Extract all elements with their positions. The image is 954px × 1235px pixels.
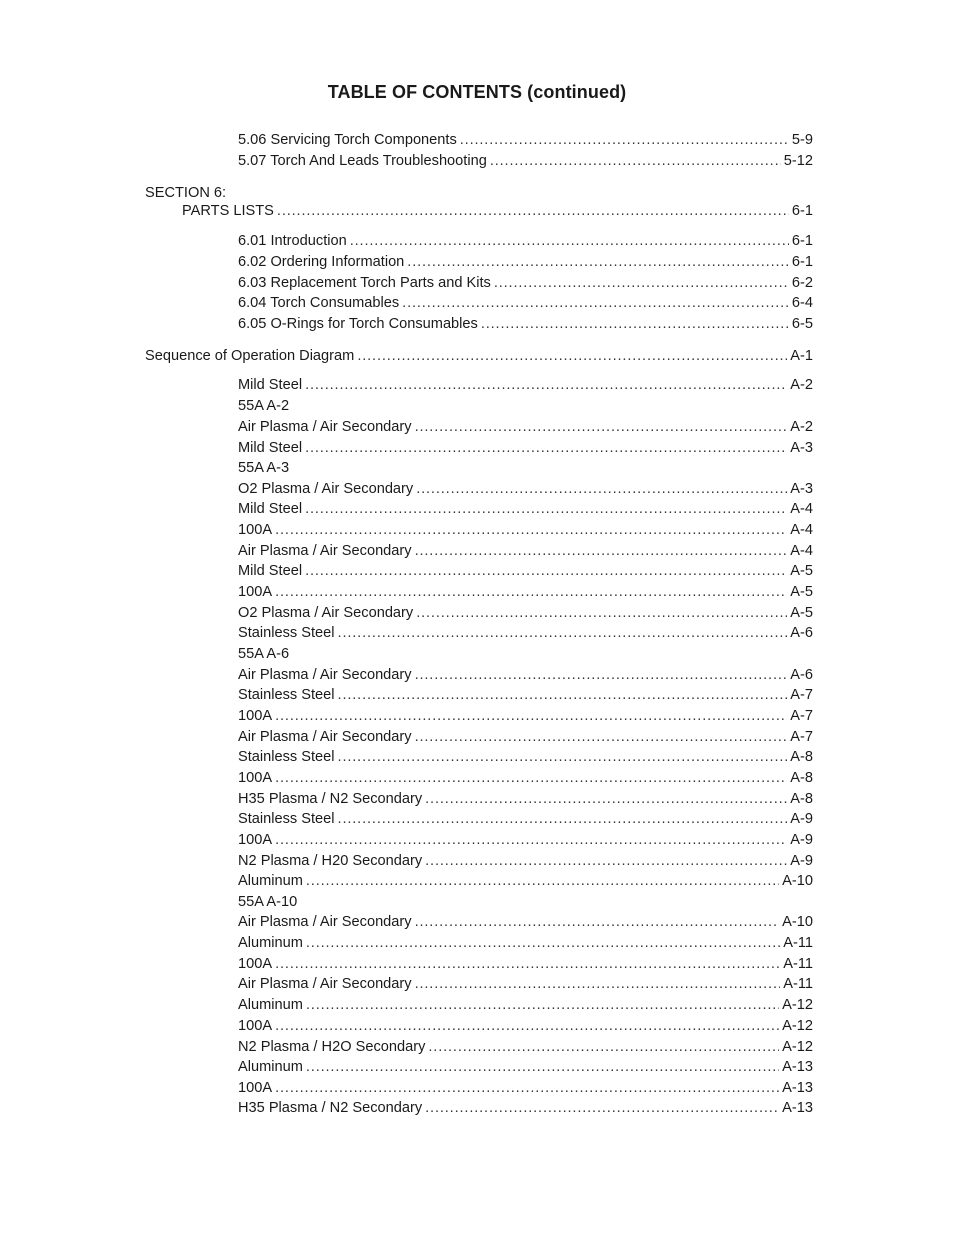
toc-entry[interactable] xyxy=(238,582,813,602)
toc-entry-label: H35 Plasma / N2 Secondary xyxy=(238,791,423,807)
toc-entry-page: A-12 xyxy=(782,997,813,1013)
toc-entry-page: A-8 xyxy=(790,749,813,765)
toc-entry-page: A-7 xyxy=(790,729,813,745)
toc-entry-page: A-4 xyxy=(790,501,813,517)
dot-leader xyxy=(415,912,780,932)
dot-leader xyxy=(415,665,788,685)
dot-leader xyxy=(275,520,787,540)
toc-entry-label: Mild Steel xyxy=(238,501,303,517)
toc-entry-label: Air Plasma / Air Secondary xyxy=(238,914,412,930)
toc-entry[interactable] xyxy=(238,417,813,437)
toc-entry[interactable] xyxy=(238,933,813,953)
toc-entry-label: N2 Plasma / H20 Secondary xyxy=(238,853,423,869)
toc-entry[interactable] xyxy=(238,830,813,850)
toc-entry-page: 6-4 xyxy=(791,295,813,311)
dot-leader xyxy=(306,933,780,953)
dot-leader xyxy=(275,706,787,726)
toc-entry-page: A-11 xyxy=(783,935,813,951)
toc-entry[interactable] xyxy=(238,438,813,458)
toc-entry-page: A-13 xyxy=(782,1080,813,1096)
toc-entry-page: A-4 xyxy=(790,522,813,538)
toc-entry[interactable] xyxy=(238,293,813,313)
toc-entry-page: 5-12 xyxy=(783,153,813,169)
toc-entry-page: A-7 xyxy=(790,687,813,703)
dot-leader xyxy=(275,830,787,850)
toc-entry-page: 5-9 xyxy=(791,132,813,148)
toc-entry-label: 6.05 O-Rings for Torch Consumables xyxy=(238,316,478,332)
dot-leader xyxy=(415,541,788,561)
toc-entry-label: Air Plasma / Air Secondary xyxy=(238,729,412,745)
dot-leader xyxy=(275,1078,779,1098)
dot-leader xyxy=(425,851,787,871)
toc-entry-label: Aluminum xyxy=(238,935,303,951)
toc-entry[interactable] xyxy=(238,768,813,788)
dot-leader xyxy=(306,1057,779,1077)
dot-leader xyxy=(338,747,788,767)
toc-entry[interactable] xyxy=(238,314,813,334)
toc-entry-label: Air Plasma / Air Secondary xyxy=(238,976,412,992)
toc-entry-label: 6.01 Introduction xyxy=(238,233,347,249)
dot-leader xyxy=(402,293,789,313)
toc-entry-label: 100A xyxy=(238,770,273,786)
toc-entry[interactable] xyxy=(238,706,813,726)
dot-leader xyxy=(460,130,789,150)
dot-leader xyxy=(338,623,788,643)
toc-entry[interactable] xyxy=(238,871,813,891)
toc-entry-page: 6-1 xyxy=(791,233,813,249)
toc-entry-page: A-9 xyxy=(790,832,813,848)
toc-entry-label: Stainless Steel xyxy=(238,687,335,703)
toc-entry-label: PARTS LISTS xyxy=(182,203,274,219)
toc-entry[interactable] xyxy=(238,375,813,395)
dot-leader xyxy=(275,954,780,974)
toc-entry[interactable] xyxy=(238,623,813,643)
toc-entry-label: 100A xyxy=(238,1080,273,1096)
toc-entry-label: 5.06 Servicing Torch Components xyxy=(238,132,457,148)
toc-entry-page: A-9 xyxy=(790,853,813,869)
toc-entry-label: 6.02 Ordering Information xyxy=(238,254,405,270)
toc-entry-page: A-10 xyxy=(782,914,813,930)
toc-entry[interactable] xyxy=(238,851,813,871)
dot-leader xyxy=(277,201,789,221)
toc-entry[interactable] xyxy=(238,1016,813,1036)
dot-leader xyxy=(350,231,789,251)
toc-entry-page: A-5 xyxy=(790,605,813,621)
toc-entry[interactable] xyxy=(238,685,813,705)
dot-leader xyxy=(490,151,781,171)
toc-entry-page: A-6 xyxy=(790,667,813,683)
toc-entry-page: A-11 xyxy=(783,956,813,972)
toc-entry[interactable] xyxy=(238,561,813,581)
toc-entry-label: 100A xyxy=(238,522,273,538)
toc-entry[interactable] xyxy=(238,974,813,994)
toc-entry[interactable] xyxy=(238,954,813,974)
toc-entry[interactable] xyxy=(238,1037,813,1057)
dot-leader xyxy=(275,768,787,788)
toc-entry[interactable] xyxy=(238,809,813,829)
dot-leader xyxy=(425,789,787,809)
toc-entry-label: Sequence of Operation Diagram xyxy=(145,348,355,364)
toc-entry-label: Mild Steel xyxy=(238,377,303,393)
toc-entry-label: O2 Plasma / Air Secondary xyxy=(238,481,414,497)
toc-subheading: 55A A-3 xyxy=(238,460,290,476)
toc-entry-page: A-3 xyxy=(790,440,813,456)
toc-entry-label: 6.04 Torch Consumables xyxy=(238,295,400,311)
toc-entry-label: Aluminum xyxy=(238,997,303,1013)
toc-entry[interactable] xyxy=(238,912,813,932)
toc-entry-label: Stainless Steel xyxy=(238,749,335,765)
toc-entry-label: Air Plasma / Air Secondary xyxy=(238,419,412,435)
toc-entry-label: Mild Steel xyxy=(238,440,303,456)
toc-entry-page: 6-2 xyxy=(791,275,813,291)
toc-entry-label: Aluminum xyxy=(238,1059,303,1075)
toc-entry-page: A-5 xyxy=(790,563,813,579)
dot-leader xyxy=(481,314,789,334)
dot-leader xyxy=(425,1098,779,1118)
toc-entry-page: A-5 xyxy=(790,584,813,600)
dot-leader xyxy=(305,499,787,519)
toc-subheading: 55A A-10 xyxy=(238,894,298,910)
toc-entry-page: 6-1 xyxy=(791,203,813,219)
toc-entry-label: 100A xyxy=(238,956,273,972)
toc-entry[interactable] xyxy=(182,201,813,221)
toc-entry[interactable] xyxy=(238,1078,813,1098)
toc-entry-page: A-2 xyxy=(790,419,813,435)
toc-entry[interactable] xyxy=(238,603,813,623)
toc-entry[interactable] xyxy=(238,1057,813,1077)
dot-leader xyxy=(415,974,781,994)
toc-entry-page: A-11 xyxy=(783,976,813,992)
dot-leader xyxy=(306,995,779,1015)
toc-entry-page: A-6 xyxy=(790,625,813,641)
dot-leader xyxy=(275,582,787,602)
toc-entry[interactable] xyxy=(238,1098,813,1118)
dot-leader xyxy=(494,273,789,293)
toc-entry-page: A-10 xyxy=(782,873,813,889)
toc-entry-label: Air Plasma / Air Secondary xyxy=(238,543,412,559)
toc-entry[interactable] xyxy=(238,541,813,561)
toc-entry-page: A-7 xyxy=(790,708,813,724)
toc-entry-page: A-8 xyxy=(790,791,813,807)
toc-entry-label: 100A xyxy=(238,708,273,724)
toc-entry-label: 100A xyxy=(238,1018,273,1034)
toc-entry[interactable] xyxy=(238,499,813,519)
toc-entry-page: A-9 xyxy=(790,811,813,827)
toc-entry[interactable] xyxy=(145,346,813,366)
dot-leader xyxy=(428,1037,779,1057)
dot-leader xyxy=(357,346,787,366)
toc-entry-label: 5.07 Torch And Leads Troubleshooting xyxy=(238,153,487,169)
toc-entry-label: Aluminum xyxy=(238,873,303,889)
dot-leader xyxy=(275,1016,779,1036)
toc-entry-label: Stainless Steel xyxy=(238,811,335,827)
toc-entry-label: O2 Plasma / Air Secondary xyxy=(238,605,414,621)
toc-entry[interactable] xyxy=(238,151,813,171)
toc-entry-label: 100A xyxy=(238,584,273,600)
dot-leader xyxy=(416,603,787,623)
toc-entry-label: Mild Steel xyxy=(238,563,303,579)
toc-entry-page: A-12 xyxy=(782,1018,813,1034)
toc-subheading: 55A A-2 xyxy=(238,398,290,414)
toc-entry-page: 6-1 xyxy=(791,254,813,270)
dot-leader xyxy=(415,727,788,747)
toc-entry-label: 100A xyxy=(238,832,273,848)
toc-entry-label: N2 Plasma / H2O Secondary xyxy=(238,1039,426,1055)
dot-leader xyxy=(305,438,787,458)
page-title: TABLE OF CONTENTS (continued) xyxy=(327,82,627,102)
toc-entry[interactable] xyxy=(238,479,813,499)
toc-entry-label: 6.03 Replacement Torch Parts and Kits xyxy=(238,275,491,291)
toc-entry[interactable] xyxy=(238,252,813,272)
toc-entry-page: A-2 xyxy=(790,377,813,393)
dot-leader xyxy=(338,685,788,705)
dot-leader xyxy=(338,809,788,829)
dot-leader xyxy=(305,375,787,395)
dot-leader xyxy=(415,417,788,437)
toc-entry-page: A-8 xyxy=(790,770,813,786)
toc-entry[interactable] xyxy=(238,995,813,1015)
toc-entry[interactable] xyxy=(238,231,813,251)
toc-entry[interactable] xyxy=(238,520,813,540)
dot-leader xyxy=(407,252,789,272)
toc-entry[interactable] xyxy=(238,789,813,809)
toc-entry[interactable] xyxy=(238,727,813,747)
toc-entry-page: A-12 xyxy=(782,1039,813,1055)
toc-entry-page: 6-5 xyxy=(791,316,813,332)
toc-entry[interactable] xyxy=(238,273,813,293)
dot-leader xyxy=(416,479,787,499)
section-heading: SECTION 6: xyxy=(145,185,227,201)
dot-leader xyxy=(306,871,779,891)
toc-entry-label: Air Plasma / Air Secondary xyxy=(238,667,412,683)
toc-entry[interactable] xyxy=(238,665,813,685)
toc-entry[interactable] xyxy=(238,130,813,150)
toc-entry-label: Stainless Steel xyxy=(238,625,335,641)
toc-entry-page: A-13 xyxy=(782,1059,813,1075)
toc-subheading: 55A A-6 xyxy=(238,646,290,662)
toc-entry-label: H35 Plasma / N2 Secondary xyxy=(238,1100,423,1116)
toc-entry-page: A-13 xyxy=(782,1100,813,1116)
toc-entry[interactable] xyxy=(238,747,813,767)
dot-leader xyxy=(305,561,787,581)
toc-entry-page: A-1 xyxy=(790,348,813,364)
toc-entry-page: A-3 xyxy=(790,481,813,497)
toc-entry-page: A-4 xyxy=(790,543,813,559)
